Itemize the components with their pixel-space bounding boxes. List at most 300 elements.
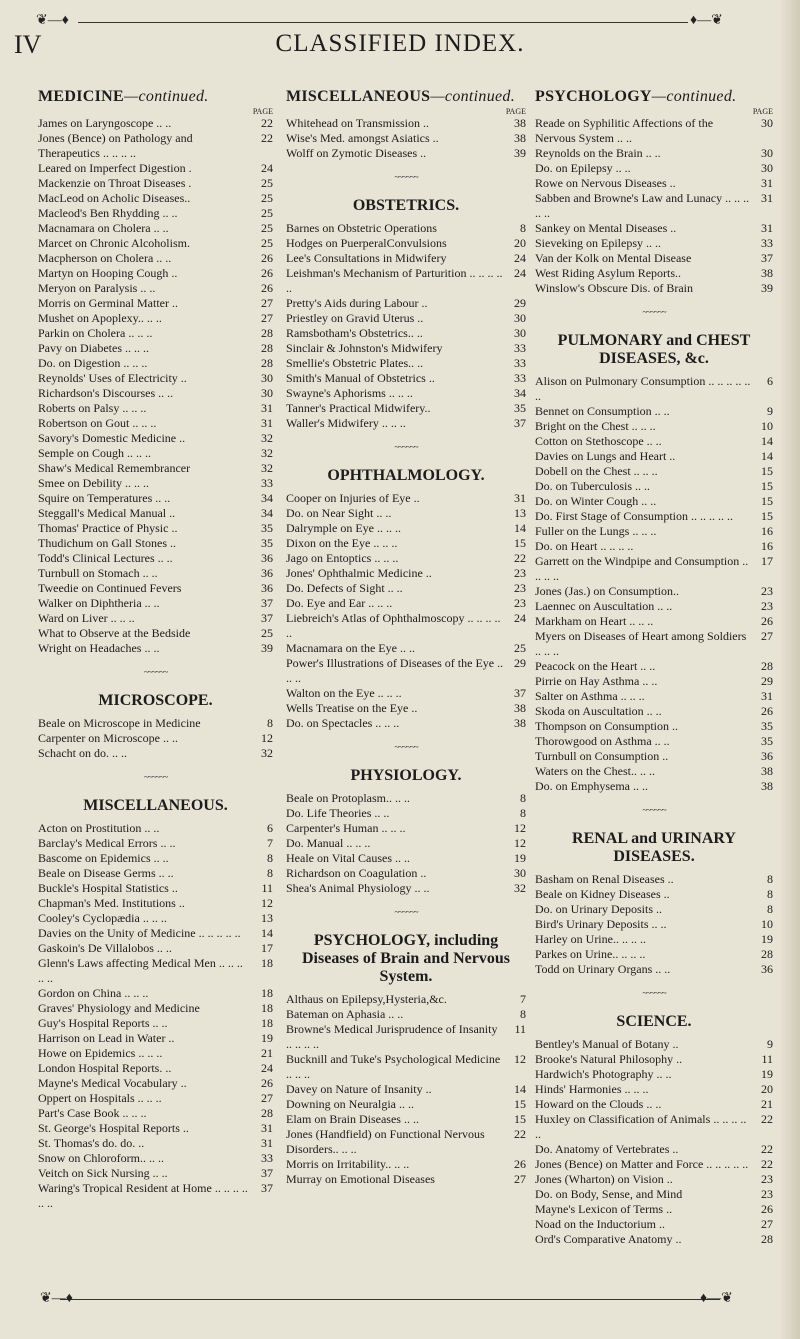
index-entry bbox=[535, 779, 773, 794]
entry-title: James on Laryngoscope .. .. bbox=[38, 116, 172, 130]
entry-page: 8 bbox=[267, 716, 273, 730]
entry-page: 8 bbox=[520, 1007, 526, 1021]
bottom-rule bbox=[60, 1299, 720, 1300]
index-entry bbox=[38, 506, 273, 521]
entry-title: Parkes on Urine.. .. .. .. bbox=[535, 947, 646, 961]
index-entry bbox=[535, 221, 773, 236]
entry-page: 24 bbox=[514, 611, 526, 625]
entry-page: 8 bbox=[520, 221, 526, 235]
entry-page: 36 bbox=[761, 962, 773, 976]
entry-title: Snow on Chloroform.. .. .. bbox=[38, 1151, 164, 1165]
entry-page: 25 bbox=[261, 221, 273, 235]
section-heading bbox=[286, 932, 526, 986]
entry-page: 33 bbox=[514, 356, 526, 370]
entry-page: 20 bbox=[761, 1082, 773, 1096]
index-entry bbox=[38, 1166, 273, 1181]
index-entry bbox=[535, 539, 773, 554]
entry-page: 27 bbox=[761, 1217, 773, 1231]
page-column-label: PAGE bbox=[252, 107, 273, 116]
entry-page: 8 bbox=[520, 806, 526, 820]
entry-page: 25 bbox=[261, 626, 273, 640]
index-entry bbox=[286, 536, 526, 551]
entry-title: Wise's Med. amongst Asiatics .. bbox=[286, 131, 439, 145]
entry-title: Savory's Domestic Medicine .. bbox=[38, 431, 186, 445]
index-entry bbox=[38, 566, 273, 581]
entry-page: 39 bbox=[514, 146, 526, 160]
index-entry bbox=[535, 464, 773, 479]
index-entry bbox=[535, 584, 773, 599]
entry-page: 30 bbox=[261, 371, 273, 385]
index-entry bbox=[535, 404, 773, 419]
entry-title: West Riding Asylum Reports.. bbox=[535, 266, 682, 280]
index-entry bbox=[286, 686, 526, 701]
entry-page: 36 bbox=[261, 551, 273, 565]
entry-title: Jago on Entoptics .. .. .. bbox=[286, 551, 399, 565]
column-2 bbox=[286, 88, 526, 1187]
entry-page: 11 bbox=[761, 1052, 773, 1066]
entry-page: 20 bbox=[514, 236, 526, 250]
entry-title: Schacht on do. .. .. bbox=[38, 746, 127, 760]
entry-page: 30 bbox=[261, 386, 273, 400]
entry-page: 19 bbox=[761, 932, 773, 946]
section-divider-icon: ~~~~~~ bbox=[394, 172, 418, 182]
index-entry bbox=[535, 266, 773, 281]
entry-page: 23 bbox=[514, 596, 526, 610]
entry-title: Beale on Disease Germs .. .. bbox=[38, 866, 174, 880]
entry-page: 31 bbox=[261, 401, 273, 415]
entry-page: 9 bbox=[767, 1037, 773, 1051]
entry-page: 14 bbox=[514, 1082, 526, 1096]
entry-page: 22 bbox=[514, 551, 526, 565]
entry-title: Walton on the Eye .. .. .. bbox=[286, 686, 402, 700]
entry-title: Noad on the Inductorium .. bbox=[535, 1217, 665, 1231]
entry-title: Mackenzie on Throat Diseases . bbox=[38, 176, 192, 190]
entry-page: 30 bbox=[761, 146, 773, 160]
index-entry bbox=[286, 836, 526, 851]
entry-title: Todd's Clinical Lectures .. .. bbox=[38, 551, 173, 565]
entry-page: 6 bbox=[767, 374, 773, 388]
index-entry bbox=[38, 1031, 273, 1046]
entry-title: Downing on Neuralgia .. .. bbox=[286, 1097, 414, 1111]
entry-title: Do. Anatomy of Vertebrates .. bbox=[535, 1142, 679, 1156]
entry-page: 29 bbox=[761, 674, 773, 688]
entry-title: Waters on the Chest.. .. .. bbox=[535, 764, 656, 778]
index-entry bbox=[535, 146, 773, 161]
entry-page: 25 bbox=[261, 191, 273, 205]
entry-page: 27 bbox=[261, 311, 273, 325]
entry-page: 23 bbox=[761, 584, 773, 598]
entry-title: Veitch on Sick Nursing .. .. bbox=[38, 1166, 168, 1180]
entry-page: 31 bbox=[261, 1136, 273, 1150]
entry-page: 30 bbox=[514, 326, 526, 340]
entry-title: Marcet on Chronic Alcoholism. bbox=[38, 236, 190, 250]
entry-title: Do. Eye and Ear .. .. .. bbox=[286, 596, 393, 610]
entry-page: 33 bbox=[761, 236, 773, 250]
index-entry bbox=[38, 731, 273, 746]
entry-title: Do. on Near Sight .. .. bbox=[286, 506, 392, 520]
entry-title: Oppert on Hospitals .. .. .. bbox=[38, 1091, 162, 1105]
index-entry bbox=[286, 641, 526, 656]
entry-page: 15 bbox=[761, 509, 773, 523]
index-entry bbox=[286, 296, 526, 311]
index-entry bbox=[38, 986, 273, 1001]
index-entry bbox=[535, 176, 773, 191]
index-entry bbox=[535, 932, 773, 947]
index-entry bbox=[286, 251, 526, 266]
entry-title: Browne's Medical Jurisprudence of Insanity .. .. .. .. bbox=[286, 1022, 501, 1051]
index-entry bbox=[38, 266, 273, 281]
entry-page: 21 bbox=[761, 1097, 773, 1111]
entry-title: Turnbull on Consumption .. bbox=[535, 749, 669, 763]
entry-page: 32 bbox=[261, 431, 273, 445]
entry-title: Thorowgood on Asthma .. .. bbox=[535, 734, 670, 748]
page-number: IV bbox=[14, 30, 42, 59]
entry-title: Howard on the Clouds .. .. bbox=[535, 1097, 662, 1111]
index-entry bbox=[38, 446, 273, 461]
index-entry bbox=[38, 896, 273, 911]
entry-title: Althaus on Epilepsy,Hysteria,&c. bbox=[286, 992, 447, 1006]
index-entry bbox=[38, 1136, 273, 1151]
entry-title: Liebreich's Atlas of Ophthalmoscopy .. .. .. .. .. bbox=[286, 611, 504, 640]
entry-page: 32 bbox=[261, 746, 273, 760]
entry-title: Meryon on Paralysis .. .. bbox=[38, 281, 156, 295]
section-heading-text: PULMONARY and CHEST DISEASES, &c. bbox=[557, 332, 751, 367]
index-entry bbox=[38, 1076, 273, 1091]
index-entry bbox=[535, 161, 773, 176]
entry-page: 11 bbox=[261, 881, 273, 895]
entry-page: 15 bbox=[514, 1097, 526, 1111]
entry-title: Harley on Urine.. .. .. .. bbox=[535, 932, 646, 946]
entry-title: Wright on Headaches .. .. bbox=[38, 641, 160, 655]
section-heading-text: MISCELLANEOUS. bbox=[83, 797, 228, 814]
index-entry bbox=[286, 851, 526, 866]
entry-page: 13 bbox=[261, 911, 273, 925]
entry-title: Jones (Bence) on Matter and Force .. .. .. .. .. bbox=[535, 1157, 749, 1171]
entry-page: 26 bbox=[761, 614, 773, 628]
index-entry bbox=[38, 1016, 273, 1031]
index-entry bbox=[38, 926, 273, 941]
entry-title: Morris on Germinal Matter .. bbox=[38, 296, 178, 310]
entry-title: Sabben and Browne's Law and Lunacy .. .. .. .. .. bbox=[535, 191, 753, 220]
index-entry bbox=[38, 941, 273, 956]
entry-page: 32 bbox=[514, 881, 526, 895]
entry-title: Reynolds on the Brain .. .. bbox=[535, 146, 661, 160]
entry-page: 36 bbox=[761, 749, 773, 763]
index-entry bbox=[535, 719, 773, 734]
index-entry bbox=[535, 599, 773, 614]
page-column-label: PAGE bbox=[752, 107, 773, 116]
entry-page: 39 bbox=[761, 281, 773, 295]
section-heading-text: SCIENCE. bbox=[616, 1013, 692, 1030]
index-entry bbox=[38, 401, 273, 416]
index-entry bbox=[38, 716, 273, 731]
entry-page: 8 bbox=[267, 866, 273, 880]
entry-title: Reade on Syphilitic Affections of the Nervous System .. .. bbox=[535, 116, 717, 145]
entry-page: 8 bbox=[267, 851, 273, 865]
entry-title: Acton on Prostitution .. .. bbox=[38, 821, 160, 835]
index-entry bbox=[38, 461, 273, 476]
entry-page: 37 bbox=[761, 251, 773, 265]
entry-page: 38 bbox=[514, 116, 526, 130]
entry-page: 38 bbox=[514, 716, 526, 730]
entry-title: Do. on Emphysema .. .. bbox=[535, 779, 648, 793]
entry-page: 17 bbox=[261, 941, 273, 955]
entry-page: 35 bbox=[261, 521, 273, 535]
section-heading-text: OPHTHALMOLOGY. bbox=[327, 467, 485, 484]
page-edge-shadow bbox=[780, 0, 800, 1339]
entry-title: Bright on the Chest .. .. .. bbox=[535, 419, 656, 433]
column-1 bbox=[38, 88, 273, 1211]
entry-title: Glenn's Laws affecting Medical Men .. .. .. .. .. bbox=[38, 956, 246, 985]
index-entry bbox=[38, 1106, 273, 1121]
entry-title: Waller's Midwifery .. .. .. bbox=[286, 416, 406, 430]
index-entry bbox=[286, 821, 526, 836]
entry-title: Peacock on the Heart .. .. bbox=[535, 659, 656, 673]
index-entry bbox=[286, 806, 526, 821]
index-entry bbox=[286, 521, 526, 536]
index-entry bbox=[535, 251, 773, 266]
index-entry bbox=[535, 1082, 773, 1097]
index-entry bbox=[38, 416, 273, 431]
index-entry bbox=[286, 266, 526, 296]
entry-page: 33 bbox=[514, 371, 526, 385]
index-entry bbox=[535, 1217, 773, 1232]
continued-label: —continued. bbox=[651, 88, 737, 105]
section-divider-icon: ~~~~~~ bbox=[642, 988, 666, 998]
entry-title: Bennet on Consumption .. .. bbox=[535, 404, 670, 418]
index-entry bbox=[38, 626, 273, 641]
entry-title: Whitehead on Transmission .. bbox=[286, 116, 429, 130]
index-entry bbox=[535, 434, 773, 449]
index-entry bbox=[286, 416, 526, 431]
entry-page: 22 bbox=[761, 1142, 773, 1156]
entry-title: Ramsbotham's Obstetrics.. .. bbox=[286, 326, 423, 340]
entry-title: Sinclair & Johnston's Midwifery bbox=[286, 341, 443, 355]
entry-title: Walker on Diphtheria .. .. bbox=[38, 596, 160, 610]
entry-title: Part's Case Book .. .. .. bbox=[38, 1106, 147, 1120]
index-entry bbox=[38, 836, 273, 851]
index-entry bbox=[535, 494, 773, 509]
index-entry bbox=[535, 509, 773, 524]
section-divider-icon: ~~~~~~ bbox=[394, 907, 418, 917]
index-entry bbox=[535, 734, 773, 749]
entry-page: 8 bbox=[767, 872, 773, 886]
entry-page: 30 bbox=[761, 161, 773, 175]
entry-title: Buckle's Hospital Statistics .. bbox=[38, 881, 178, 895]
entry-title: Do. on Heart .. .. .. .. bbox=[535, 539, 634, 553]
entry-page: 27 bbox=[761, 629, 773, 643]
entry-title: Gordon on China .. .. .. bbox=[38, 986, 149, 1000]
entry-title: Morris on Irritability.. .. .. bbox=[286, 1157, 410, 1171]
entry-page: 25 bbox=[261, 176, 273, 190]
entry-title: Cotton on Stethoscope .. .. bbox=[535, 434, 662, 448]
entry-title: Dobell on the Chest .. .. .. bbox=[535, 464, 658, 478]
entry-page: 12 bbox=[261, 731, 273, 745]
index-entry bbox=[38, 1046, 273, 1061]
entry-title: Todd on Urinary Organs .. .. bbox=[535, 962, 671, 976]
entry-page: 8 bbox=[520, 791, 526, 805]
entry-page: 14 bbox=[761, 434, 773, 448]
entry-title: Graves' Physiology and Medicine bbox=[38, 1001, 200, 1015]
index-entry bbox=[286, 1022, 526, 1052]
entry-title: Martyn on Hooping Cough .. bbox=[38, 266, 178, 280]
index-entry bbox=[535, 1232, 773, 1247]
entry-page: 32 bbox=[261, 461, 273, 475]
entry-title: Elam on Brain Diseases .. .. bbox=[286, 1112, 419, 1126]
index-entry bbox=[38, 866, 273, 881]
entry-title: Carpenter's Human .. .. .. bbox=[286, 821, 406, 835]
entry-page: 26 bbox=[761, 704, 773, 718]
entry-page: 38 bbox=[761, 764, 773, 778]
entry-page: 36 bbox=[261, 566, 273, 580]
entry-title: Priestley on Gravid Uterus .. bbox=[286, 311, 424, 325]
entry-title: Fuller on the Lungs .. .. .. bbox=[535, 524, 657, 538]
entry-title: Leared on Imperfect Digestion . bbox=[38, 161, 192, 175]
entry-title: Reynolds' Uses of Electricity .. bbox=[38, 371, 187, 385]
entry-page: 35 bbox=[514, 401, 526, 415]
entry-title: Chapman's Med. Institutions .. bbox=[38, 896, 185, 910]
entry-title: Salter on Asthma .. .. .. bbox=[535, 689, 645, 703]
entry-title: Davies on the Unity of Medicine .. .. .. .. .. bbox=[38, 926, 241, 940]
entry-page: 22 bbox=[761, 1112, 773, 1126]
entry-title: Carpenter on Microscope .. .. bbox=[38, 731, 178, 745]
entry-title: Hodges on PuerperalConvulsions bbox=[286, 236, 447, 250]
entry-title: Sankey on Mental Diseases .. bbox=[535, 221, 677, 235]
entry-title: Wolff on Zymotic Diseases .. bbox=[286, 146, 427, 160]
index-entry bbox=[38, 281, 273, 296]
entry-page: 37 bbox=[261, 1181, 273, 1195]
entry-page: 14 bbox=[514, 521, 526, 535]
index-entry bbox=[286, 881, 526, 896]
index-entry bbox=[286, 1097, 526, 1112]
entry-page: 27 bbox=[261, 296, 273, 310]
entry-page: 31 bbox=[761, 689, 773, 703]
entry-title: Do. on Body, Sense, and Mind bbox=[535, 1187, 683, 1201]
entry-title: Jones' Ophthalmic Medicine .. bbox=[286, 566, 432, 580]
entry-page: 7 bbox=[267, 836, 273, 850]
section-divider-icon: ~~~~~~ bbox=[143, 667, 168, 677]
index-entry bbox=[38, 581, 273, 596]
entry-page: 19 bbox=[514, 851, 526, 865]
entry-page: 37 bbox=[261, 596, 273, 610]
entry-title: Cooper on Injuries of Eye .. bbox=[286, 491, 420, 505]
entry-page: 25 bbox=[261, 236, 273, 250]
entry-page: 18 bbox=[261, 956, 273, 970]
entry-page: 26 bbox=[261, 1076, 273, 1090]
entry-title: Barclay's Medical Errors .. .. bbox=[38, 836, 176, 850]
index-entry bbox=[286, 1007, 526, 1022]
entry-page: 31 bbox=[761, 176, 773, 190]
entry-page: 24 bbox=[261, 1061, 273, 1075]
entry-page: 24 bbox=[261, 161, 273, 175]
index-entry bbox=[38, 431, 273, 446]
index-entry bbox=[535, 674, 773, 689]
entry-title: Rowe on Nervous Diseases .. bbox=[535, 176, 676, 190]
entry-title: Heale on Vital Causes .. .. bbox=[286, 851, 411, 865]
entry-title: Winslow's Obscure Dis. of Brain bbox=[535, 281, 693, 295]
entry-page: 28 bbox=[261, 1106, 273, 1120]
entry-page: 28 bbox=[761, 659, 773, 673]
entry-page: 38 bbox=[514, 131, 526, 145]
entry-title: Do. Manual .. .. .. bbox=[286, 836, 371, 850]
entry-title: Thompson on Consumption .. bbox=[535, 719, 679, 733]
index-entry bbox=[535, 872, 773, 887]
entry-page: 31 bbox=[761, 191, 773, 205]
index-entry bbox=[38, 1061, 273, 1076]
entry-page: 31 bbox=[514, 491, 526, 505]
entry-title: Tweedie on Continued Fevers bbox=[38, 581, 182, 595]
entry-page: 16 bbox=[761, 539, 773, 553]
entry-page: 10 bbox=[761, 917, 773, 931]
index-entry bbox=[286, 146, 526, 161]
section-heading-text: MEDICINE bbox=[38, 88, 124, 105]
entry-title: Hardwich's Photography .. .. bbox=[535, 1067, 672, 1081]
entry-page: 14 bbox=[761, 449, 773, 463]
entry-title: Mayne's Medical Vocabulary .. bbox=[38, 1076, 187, 1090]
section-heading-text: MISCELLANEOUS bbox=[286, 88, 431, 105]
entry-page: 10 bbox=[761, 419, 773, 433]
index-entry bbox=[535, 1067, 773, 1082]
index-entry bbox=[535, 1202, 773, 1217]
continued-label: —continued. bbox=[430, 88, 516, 105]
entry-page: 6 bbox=[267, 821, 273, 835]
entry-page: 26 bbox=[514, 1157, 526, 1171]
index-entry bbox=[38, 596, 273, 611]
index-entry bbox=[38, 1091, 273, 1106]
entry-page: 37 bbox=[261, 1166, 273, 1180]
entry-title: Do. on Tuberculosis .. .. bbox=[535, 479, 651, 493]
entry-title: Pirrie on Hay Asthma .. .. bbox=[535, 674, 658, 688]
entry-title: Wells Treatise on the Eye .. bbox=[286, 701, 418, 715]
entry-title: Cooley's Cyclopædia .. .. .. bbox=[38, 911, 167, 925]
section-heading bbox=[535, 1013, 773, 1031]
entry-title: Pretty's Aids during Labour .. bbox=[286, 296, 428, 310]
entry-page: 23 bbox=[761, 599, 773, 613]
entry-page: 17 bbox=[761, 554, 773, 568]
entry-title: Beale on Protoplasm.. .. .. bbox=[286, 791, 410, 805]
entry-page: 15 bbox=[514, 536, 526, 550]
section-heading bbox=[535, 830, 773, 866]
entry-page: 15 bbox=[761, 494, 773, 508]
entry-title: Markham on Heart .. .. .. bbox=[535, 614, 654, 628]
entry-title: Laennec on Auscultation .. .. bbox=[535, 599, 673, 613]
index-entry bbox=[38, 551, 273, 566]
entry-page: 14 bbox=[261, 926, 273, 940]
index-entry bbox=[38, 386, 273, 401]
ornament-top-left-icon: ❦—♦ bbox=[36, 13, 69, 28]
section-heading-text: PSYCHOLOGY bbox=[535, 88, 652, 105]
index-entry bbox=[535, 281, 773, 296]
index-entry bbox=[286, 401, 526, 416]
index-entry bbox=[535, 1187, 773, 1202]
entry-page: 25 bbox=[514, 641, 526, 655]
index-entry bbox=[286, 611, 526, 641]
entry-title: Waring's Tropical Resident at Home .. .. .. .. .. .. bbox=[38, 1181, 251, 1210]
entry-page: 12 bbox=[514, 836, 526, 850]
section-heading-text: RENAL and URINARY DISEASES. bbox=[572, 830, 736, 865]
entry-page: 12 bbox=[514, 1052, 526, 1066]
entry-title: Do. on Spectacles .. .. .. bbox=[286, 716, 400, 730]
section-heading bbox=[38, 88, 273, 106]
index-entry bbox=[535, 962, 773, 977]
section-heading bbox=[286, 767, 526, 785]
index-entry bbox=[535, 902, 773, 917]
entry-title: Jones (Jas.) on Consumption.. bbox=[535, 584, 679, 598]
entry-page: 11 bbox=[514, 1022, 526, 1036]
entry-page: 15 bbox=[514, 1112, 526, 1126]
entry-title: Do. on Winter Cough .. .. bbox=[535, 494, 657, 508]
entry-title: Do. Life Theories .. .. bbox=[286, 806, 390, 820]
